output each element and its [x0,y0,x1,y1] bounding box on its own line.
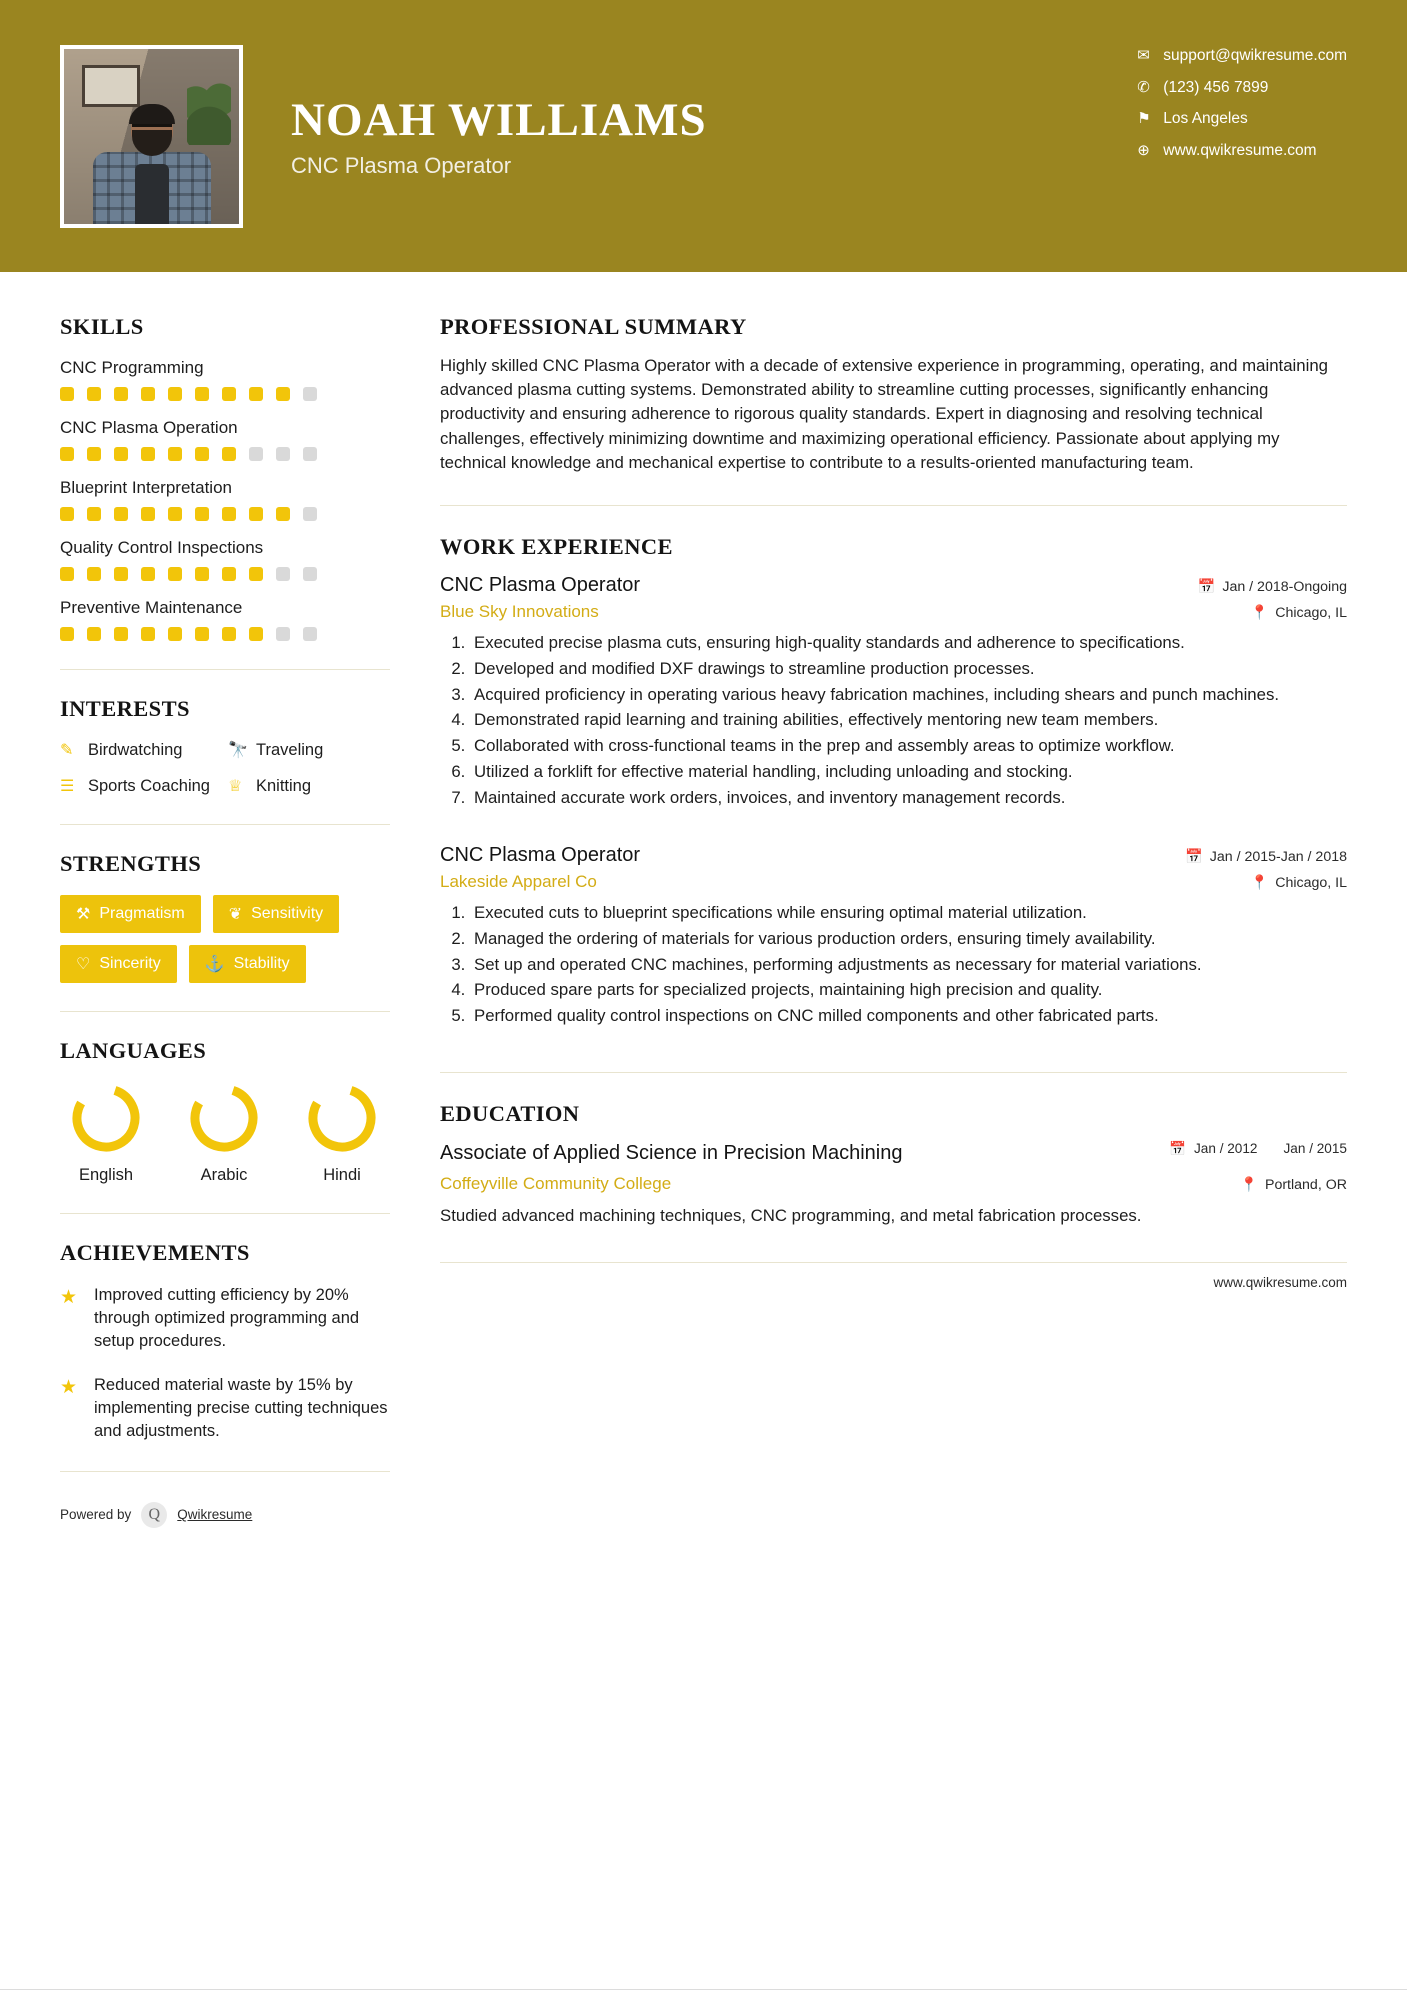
interest-item [60,776,222,796]
education-item [440,1141,1347,1228]
experience-dates [1198,579,1347,595]
contact-phone-text: (123) 456 7899 [1163,78,1269,96]
education-location [1240,1177,1347,1193]
divider [60,1011,390,1012]
language-item [66,1082,146,1185]
bullet-item: 1. Executed precise plasma cuts, ensuring high-quality standards and adherence to specifications. [470,632,1347,655]
strengths-title: STRENGTHS [60,851,202,876]
achievement-item [60,1284,390,1352]
achievement-item [60,1374,390,1442]
skill-item [60,598,390,641]
language-progress-ring [70,1082,142,1154]
language-item [302,1082,382,1185]
resume-header [0,0,1407,272]
star-badge-icon: ★ [60,1287,78,1308]
globe-icon: ⊕ [1137,141,1150,159]
bullet-item: 5. Performed quality control inspections on CNC milled components and other fabricated parts. [470,1005,1347,1028]
languages-title: LANGUAGES [60,1038,207,1063]
envelope-icon: ✉ [1137,47,1150,65]
interests-grid [60,740,390,796]
strength-chip [60,895,201,933]
skills-section [60,314,390,641]
summary-section [440,314,1347,475]
main-footer-url: www.qwikresume.com [440,1262,1347,1314]
interest-item [228,776,390,796]
skill-label: Blueprint Interpretation [60,478,232,497]
clipboard-icon: ☰ [60,778,75,795]
strength-label: Sincerity [99,955,161,972]
languages-list [60,1082,390,1185]
bullet-item: 7. Maintained accurate work orders, invoices, and inventory management records. [470,787,1347,810]
skills-title: SKILLS [60,314,144,339]
experience-company: Lakeside Apparel Co [440,871,597,891]
language-progress-ring [188,1082,260,1154]
education-start-date: Jan / 2012 [1194,1141,1258,1157]
interest-label: Knitting [256,776,312,795]
bullet-item: 2. Managed the ordering of materials for various production orders, ensuring timely availability. [470,928,1347,951]
language-item [184,1082,264,1185]
education-location-text: Portland, OR [1264,1177,1347,1194]
skill-item [60,358,390,401]
skill-rating [60,627,390,641]
trophy-icon: ♕ [228,778,243,795]
interest-label: Birdwatching [88,740,183,759]
language-label: Arabic [200,1166,248,1184]
avatar-person-hair [129,104,175,124]
achievements-title: ACHIEVEMENTS [60,1240,250,1265]
map-pin-icon: ⚑ [1137,110,1151,128]
strength-label: Sensitivity [251,905,324,922]
strength-label: Pragmatism [99,905,185,922]
contact-list [1137,48,1347,174]
education-section [440,1101,1347,1228]
language-label: Hindi [323,1166,361,1184]
divider [60,824,390,825]
skill-item [60,418,390,461]
language-label: English [78,1166,134,1184]
summary-text: Highly skilled CNC Plasma Operator with a decade of extensive experience in programming, operating, and maintaining advanced plasma cutting systems. Demonstrated ability to streamline cutting processes, significantly enhancing productivity and ensuring adherence to rigorous quality standards. Expert in diagnosing and resolving technical challenges, effectively minimizing downtime and maximizing operational efficiency. Passionate about applying my technical knowledge and mechanical expertise to contribute to a results-oriented manufacturing team. [440,356,1328,472]
candidate-job-title: CNC Plasma Operator [291,153,512,179]
avatar-wall-frame [82,65,140,107]
education-header [440,1141,1347,1166]
map-pin-icon: 📍 [1240,1177,1258,1194]
education-degree: Associate of Applied Science in Precision Machining [440,1142,903,1165]
bullet-item: 3. Set up and operated CNC machines, performing adjustments as necessary for material variations. [470,954,1347,977]
powered-by-footer[interactable] [60,1502,390,1558]
education-dates [1169,1141,1347,1157]
contact-location [1137,111,1347,127]
experience-role: CNC Plasma Operator [440,843,641,866]
contact-website[interactable] [1137,143,1347,159]
experience-bullets [470,632,1347,810]
identity-block [291,93,707,179]
bullet-item: 3. Acquired proficiency in operating various heavy fabrication machines, including shears and punch machines. [470,684,1347,707]
strength-chip [60,945,177,983]
education-school: Coffeyville Community College [440,1174,672,1194]
experience-location-text: Chicago, IL [1275,604,1347,621]
education-end-date: Jan / 2015 [1283,1141,1347,1157]
experience-company: Blue Sky Innovations [440,601,599,621]
experience-location [1251,875,1347,891]
experience-item [440,844,1347,1028]
anchor-icon: ⚓ [204,956,225,973]
leaf-icon: ❦ [228,906,243,923]
skill-item [60,478,390,521]
contact-phone[interactable] [1137,80,1347,96]
experience-dates-text: Jan / 2018-Ongoing [1222,578,1347,595]
strengths-section [60,851,390,983]
strengths-list [60,895,390,983]
skill-rating [60,447,390,461]
education-title: EDUCATION [440,1101,580,1127]
experience-header [440,574,1347,597]
divider [440,505,1347,506]
education-description: Studied advanced machining techniques, CNC programming, and metal fabrication processes. [440,1206,1142,1226]
calendar-icon: 📅 [1185,848,1203,865]
candidate-name: NOAH WILLIAMS [291,93,707,146]
skill-rating [60,507,390,521]
experience-subheader [440,872,1347,892]
bullet-item: 5. Collaborated with cross-functional teams in the prep and assembly areas to optimize workflow. [470,735,1347,758]
experience-bullets [470,902,1347,1028]
qwikresume-brand-link[interactable]: Qwikresume [177,1507,253,1523]
divider [60,1471,390,1472]
summary-title: PROFESSIONAL SUMMARY [440,314,747,339]
calendar-icon: 📅 [1197,578,1216,595]
bullet-item: 6. Utilized a forklift for effective material handling, including unloading and stocking. [470,761,1347,784]
sidebar [0,272,440,1558]
bullet-item: 2. Developed and modified DXF drawings to streamline production processes. [470,658,1347,681]
contact-email-text: support@qwikresume.com [1163,47,1347,64]
contact-location-text: Los Angeles [1163,110,1248,127]
calendar-icon: 📅 [1169,1141,1186,1157]
experience-dates-text: Jan / 2015-Jan / 2018 [1209,848,1347,865]
powered-by-label: Powered by [60,1507,132,1523]
main-content [440,272,1407,1558]
skill-rating [60,387,390,401]
experience-location [1251,605,1347,621]
bullet-item: 1. Executed cuts to blueprint specifications while ensuring optimal material utilization. [470,902,1347,925]
experience-section [440,534,1347,1028]
experience-item [440,574,1347,810]
education-subheader [440,1174,1347,1194]
star-badge-icon: ★ [60,1377,78,1399]
contact-email[interactable] [1137,48,1347,64]
skill-rating [60,567,390,581]
contact-website-text: www.qwikresume.com [1163,141,1317,159]
experience-subheader [440,602,1347,622]
divider [60,1213,390,1214]
languages-section [60,1038,390,1185]
map-pin-icon: 📍 [1250,874,1269,891]
heart-icon: ♡ [76,956,91,973]
hammer-icon: ⚒ [76,906,91,923]
phone-icon: ✆ [1137,78,1150,96]
qwikresume-logo-icon: Q [141,1502,167,1528]
divider [60,669,390,670]
bullet-item: 4. Produced spare parts for specialized projects, maintaining high precision and quality. [470,979,1347,1002]
achievement-text: Improved cutting efficiency by 20% through optimized programming and setup procedures. [94,1286,360,1350]
language-progress-ring [306,1082,378,1154]
experience-header [440,844,1347,867]
interest-item [60,740,222,760]
interest-label: Traveling [256,740,324,759]
experience-title: WORK EXPERIENCE [440,533,673,559]
skill-label: CNC Plasma Operation [60,418,238,437]
strength-label: Stability [233,955,290,972]
divider [440,1072,1347,1073]
avatar-person [92,106,212,224]
strength-chip [189,945,306,983]
experience-role: CNC Plasma Operator [440,573,641,596]
experience-location-text: Chicago, IL [1275,874,1347,891]
bullet-item: 4. Demonstrated rapid learning and training abilities, effectively mentoring new team members. [470,709,1347,732]
interest-item [228,740,390,760]
resume-body [0,272,1407,1558]
skill-label: Quality Control Inspections [60,538,264,557]
interests-title: INTERESTS [60,696,190,721]
pen-square-icon: ✎ [60,742,74,759]
experience-dates [1185,849,1347,865]
achievement-text: Reduced material waste by 15% by implementing precise cutting techniques and adjustments. [94,1376,388,1440]
skill-item [60,538,390,581]
binoculars-icon: 🔭 [228,742,248,759]
map-pin-icon: 📍 [1250,604,1269,621]
interests-section [60,696,390,796]
avatar-person-tshirt [135,164,169,224]
avatar [60,45,243,228]
strength-chip [213,895,339,933]
avatar-image [64,49,239,224]
skill-label: CNC Programming [60,358,204,377]
interest-label: Sports Coaching [88,776,210,795]
achievements-section [60,1240,390,1443]
skill-label: Preventive Maintenance [60,598,243,617]
